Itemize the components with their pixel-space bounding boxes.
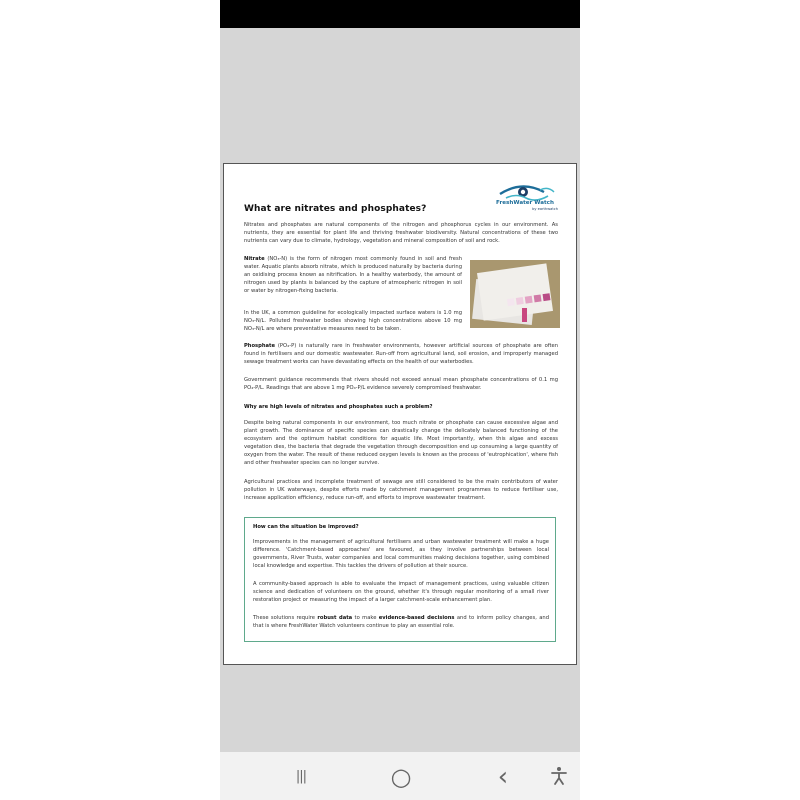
nitrate-text: (NO₃-N) is the form of nitrogen most commonly found in soil and fresh water. Aquatic plants absorb nitrate, which is produced naturally by bacteria during an oxidising process known as nitrification. In a healthy waterbody, the amount of nitrogen used by plants is balanced by the capture of atmospheric nitrogen in soil or water by nitrogen-fixing bacteria. [244,256,462,294]
page-title: What are nitrates and phosphates? [244,204,427,214]
test-kit-photo [470,260,560,328]
box-paragraph-2: A community-based approach is able to evaluate the impact of management practices, using valuable citizen science and dedication of volunteers on the ground, whether it's through regular monitoring of a small river restoration project or measuring the impact of a larger catchment-scale enhancement plan. [253,581,549,603]
phone-screen [220,0,580,800]
uk-guideline-paragraph: In the UK, a common guideline for ecologically impacted surface waters is 1.0 mg NO₃-N/L. Polluted freshwater bodies showing high concentrations above 10 mg NO₃-N/L are where preventative measures need to be taken. [244,310,462,332]
accessibility-button[interactable] [548,766,570,788]
status-bar [220,0,580,28]
navigation-bar [220,752,580,800]
back-button[interactable]: ‹ [497,762,509,792]
improvement-box [244,517,556,642]
recents-button[interactable]: ||| [295,769,307,784]
test-card-p [477,263,553,320]
document-page [223,163,577,665]
box-heading: How can the situation be improved? [253,524,359,530]
box-p3-c: to make [352,615,379,621]
box-p3-e: and to inform policy changes, and that is where FreshWater Watch volunteers continue to play an essential role. [253,615,549,629]
phosphate-paragraph [244,343,558,367]
intro-paragraph: Nitrates and phosphates are natural components of the nitrogen and phosphorus cycles in our environment. As nutrients, they are essential for plant life and thriving freshwater biodiversity. Natural concentrations of these two nutrients can vary due to climate, hydrology, vegetation and mineral composition of soil and rock. [244,222,558,244]
phosphate-text: (PO₄-P) is naturally rare in freshwater environments, however artificial sources of phosphate are often found in fertilisers and our domestic wastewater. Run-off from agricultural land, soil erosion, and improperly managed sewage treatment works can have devastating effects on the health of our waterbodies. [244,343,558,365]
document-viewer[interactable] [220,28,580,752]
agriculture-paragraph: Agricultural practices and incomplete treatment of sewage are still considered to be the main contributors of water pollution in UK waterways, despite efforts made by catchment management programmes to reduce fertiliser use, increase application efficiency, reduce run-off, and efforts to improve wastewater treatment. [244,479,558,501]
robust-data: robust data [317,615,353,621]
eye-wave-icon [492,182,558,202]
freshwater-watch-logo [492,182,558,214]
phosphate-term: Phosphate [244,343,276,349]
government-paragraph: Government guidance recommends that rivers should not exceed annual mean phosphate concentrations of 0.1 mg PO₄-P/L. Readings that are above 1 mg PO₄-P/L evidence severely compromised freshwater. [244,377,558,391]
why-heading: Why are high levels of nitrates and phosphates such a problem? [244,404,433,410]
home-button[interactable]: ○ [390,763,412,791]
box-p3-a: These solutions require [253,615,318,621]
accessibility-icon [550,766,568,786]
why-paragraph: Despite being natural components in our environment, too much nitrate or phosphate can cause excessive algae and plant growth. The dominance of specific species can drastically change the delicately balanced functioning of the ecosystem and the optimum habitat conditions for aquatic life. Most importantly, when this algae and excess vegetation dies, the bacteria that degrade the vegetation through decomposition end up consuming a large quantity of oxygen from the water. The result of these reduced oxygen levels is known as the process of 'eutrophication', where fish and other freshwater species can no longer survive. [244,420,558,466]
evidence-based-decisions: evidence-based decisions [378,615,455,621]
sample-vial [522,308,527,322]
nitrate-term: Nitrate [244,256,265,262]
box-paragraph-3 [253,615,549,631]
logo-byline: by earthwatch [532,207,558,211]
box-paragraph-1: Improvements in the management of agricultural fertilisers and urban wastewater treatment will make a huge difference. 'Catchment-based approaches' are favoured, as they involve partnerships between local governments, River Trusts, water companies and local communities making decisions together, using combined local knowledge and expertise. This tackles the drivers of pollution at their source. [253,539,549,569]
logo-name: FreshWater Watch [496,200,554,206]
nitrate-paragraph [244,256,462,296]
